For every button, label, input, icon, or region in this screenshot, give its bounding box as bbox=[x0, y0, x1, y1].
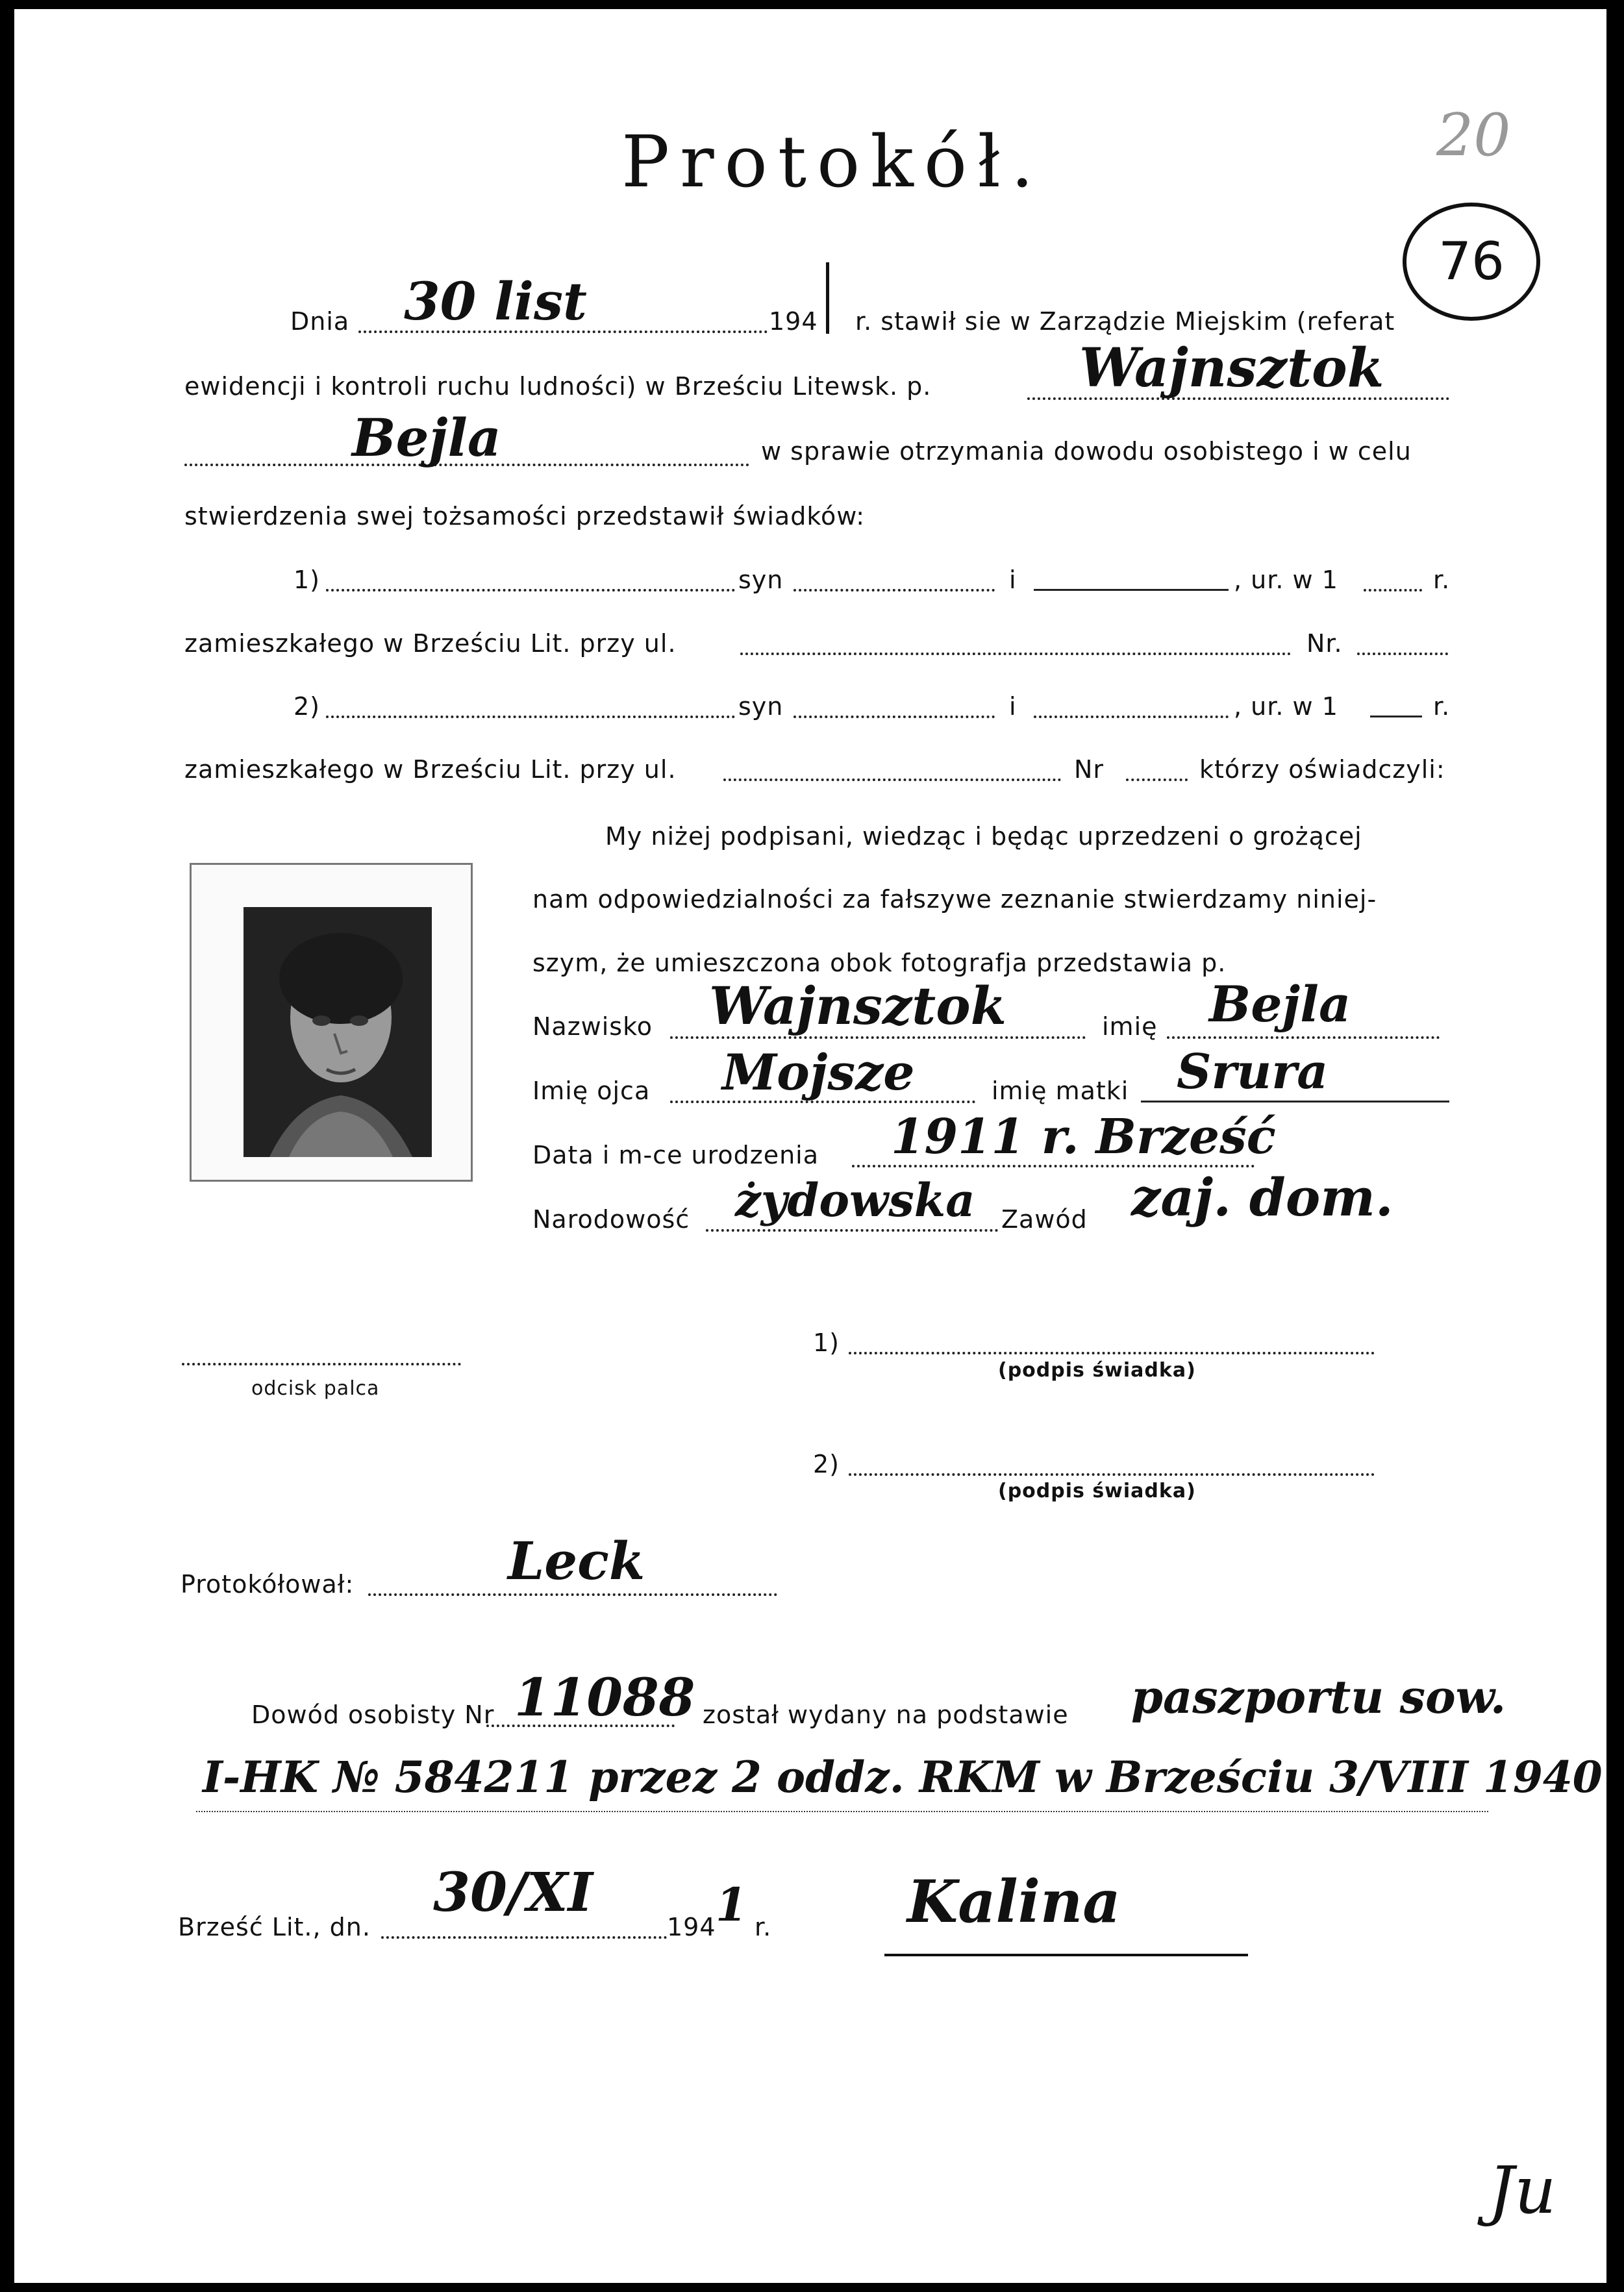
thumbprint-label: odcisk palca bbox=[251, 1377, 380, 1400]
document-page bbox=[14, 9, 1606, 2283]
surname-handwritten: Wajnsztok bbox=[1079, 337, 1384, 399]
father-field-value: Mojsze bbox=[722, 1043, 915, 1101]
witness-signature-1-number: 1) bbox=[813, 1328, 840, 1357]
witness-signature-2-number: 2) bbox=[813, 1450, 840, 1478]
mother-field-line bbox=[1141, 1101, 1449, 1102]
profession-field-value: zaj. dom. bbox=[1131, 1167, 1393, 1228]
firstname-field-value: Bejla bbox=[1209, 975, 1351, 1033]
line1-text: r. stawił sie w Zarządzie Miejskim (referat bbox=[855, 307, 1395, 336]
witness2-syn: syn bbox=[738, 692, 784, 721]
id-number-handwritten: 11088 bbox=[514, 1667, 695, 1728]
thumbprint-line bbox=[182, 1363, 461, 1365]
witness2-mother-line bbox=[1034, 716, 1229, 718]
line3-text: w sprawie otrzymania dowodu osobistego i w celu bbox=[761, 437, 1412, 466]
witness1-r: r. bbox=[1433, 566, 1451, 594]
witness1-father-line bbox=[793, 589, 995, 592]
declaration-line1: My niżej podpisani, wiedząc i będąc uprzedzeni o grożącej bbox=[605, 822, 1362, 851]
margin-initial: Ju bbox=[1488, 2152, 1556, 2228]
place-date-handwritten: 30/XI bbox=[433, 1862, 593, 1924]
official-signature-underline bbox=[884, 1954, 1248, 1956]
place-date-line bbox=[381, 1936, 667, 1939]
declaration-line3: szym, że umieszczona obok fotografja przedstawia p. bbox=[532, 949, 1227, 977]
witness1-i: i bbox=[1009, 566, 1017, 594]
witness2-born: , ur. w 1 bbox=[1234, 692, 1338, 721]
circled-number-stamp bbox=[1403, 203, 1540, 321]
portrait-image bbox=[244, 907, 432, 1157]
name-handwritten: Bejla bbox=[352, 407, 501, 468]
firstname-label: imię bbox=[1102, 1012, 1158, 1041]
father-label: Imię ojca bbox=[532, 1077, 651, 1105]
witness2-address: zamieszkałego w Brześciu Lit. przy ul. bbox=[184, 755, 677, 784]
bottom-r: r. bbox=[755, 1913, 772, 1941]
id-basis-line2-underline bbox=[196, 1811, 1488, 1812]
witness2-father-line bbox=[793, 716, 995, 718]
witness1-born: , ur. w 1 bbox=[1234, 566, 1338, 594]
witness-signature-2-caption: (podpis świadka) bbox=[998, 1480, 1196, 1502]
witness2-number: 2) bbox=[294, 692, 321, 721]
recorded-by-signature: Leck bbox=[508, 1530, 645, 1591]
firstname-field-line bbox=[1167, 1036, 1440, 1039]
witness1-mother-line bbox=[1034, 589, 1229, 591]
witness-signature-1-caption: (podpis świadka) bbox=[998, 1359, 1196, 1382]
id-basis-line2-handwritten: I-HK № 584211 przez 2 oddz. RKM w Brześciu 3/VIII 1940 bbox=[203, 1752, 1603, 1802]
witness2-i: i bbox=[1009, 692, 1017, 721]
birth-label: Data i m-ce urodzenia bbox=[532, 1141, 819, 1169]
surname-field-line bbox=[670, 1036, 1086, 1039]
bottom-year-handwritten: 1 bbox=[716, 1878, 747, 1932]
corner-note: 20 bbox=[1436, 101, 1511, 169]
witness1-number: 1) bbox=[294, 566, 321, 594]
stamp-number: 76 bbox=[1438, 231, 1505, 292]
mother-field-value: Srura bbox=[1177, 1044, 1329, 1100]
witness2-street-line bbox=[723, 779, 1061, 781]
witness1-street-line bbox=[740, 653, 1291, 655]
date-handwritten: 30 list bbox=[404, 271, 587, 332]
year-prefix: 194 bbox=[769, 307, 818, 336]
birth-field-value: 1911 r. Brześć bbox=[891, 1109, 1276, 1165]
portrait-photo bbox=[244, 907, 432, 1157]
id-basis-text: został wydany na podstawie bbox=[703, 1700, 1069, 1729]
page-title: Protokół. bbox=[621, 120, 1044, 203]
witness1-name-line bbox=[326, 589, 735, 592]
nationality-label: Narodowość bbox=[532, 1205, 690, 1234]
official-signature: Kalina bbox=[907, 1867, 1121, 1936]
nationality-field-value: żydowska bbox=[735, 1173, 975, 1227]
witness2-nr: Nr bbox=[1074, 755, 1105, 784]
witness1-address: zamieszkałego w Brześciu Lit. przy ul. bbox=[184, 629, 677, 658]
line4-text: stwierdzenia swej tożsamości przedstawił świadków: bbox=[184, 502, 866, 530]
nationality-field-line bbox=[706, 1229, 998, 1232]
declaration-line2: nam odpowiedzialności za fałszywe zeznanie stwierdzamy niniej- bbox=[532, 885, 1377, 914]
witness2-nr-line bbox=[1126, 779, 1188, 781]
line2-text: ewidencji i kontroli ruchu ludności) w Brześciu Litewsk. p. bbox=[184, 372, 932, 401]
witness2-name-line bbox=[326, 716, 735, 718]
witness1-nr: Nr. bbox=[1306, 629, 1343, 658]
year-handwritten-stroke bbox=[826, 262, 829, 334]
profession-label: Zawód bbox=[1001, 1205, 1088, 1234]
id-number-prefix: Dowód osobisty Nr bbox=[251, 1700, 495, 1729]
witness-signature-2-line bbox=[849, 1473, 1375, 1476]
surname-label: Nazwisko bbox=[532, 1012, 653, 1041]
photo-frame bbox=[190, 863, 473, 1182]
witness2-tail: którzy oświadczyli: bbox=[1199, 755, 1445, 784]
surname-field-value: Wajnsztok bbox=[709, 975, 1007, 1036]
witness2-r: r. bbox=[1433, 692, 1451, 721]
witness1-nr-line bbox=[1357, 653, 1448, 655]
witness1-syn: syn bbox=[738, 566, 784, 594]
witness-signature-1-line bbox=[849, 1352, 1375, 1354]
mother-label: imię matki bbox=[992, 1077, 1129, 1105]
witness1-year-line bbox=[1364, 589, 1422, 592]
place-date-label: Brześć Lit., dn. bbox=[178, 1913, 371, 1941]
bottom-year-prefix: 194 bbox=[667, 1913, 716, 1941]
recorded-by-label: Protokółował: bbox=[181, 1570, 355, 1599]
id-basis-handwritten: paszportu sow. bbox=[1131, 1670, 1506, 1724]
recorded-by-line bbox=[368, 1593, 777, 1596]
witness2-year-line bbox=[1370, 716, 1422, 717]
date-prefix: Dnia bbox=[290, 307, 350, 336]
